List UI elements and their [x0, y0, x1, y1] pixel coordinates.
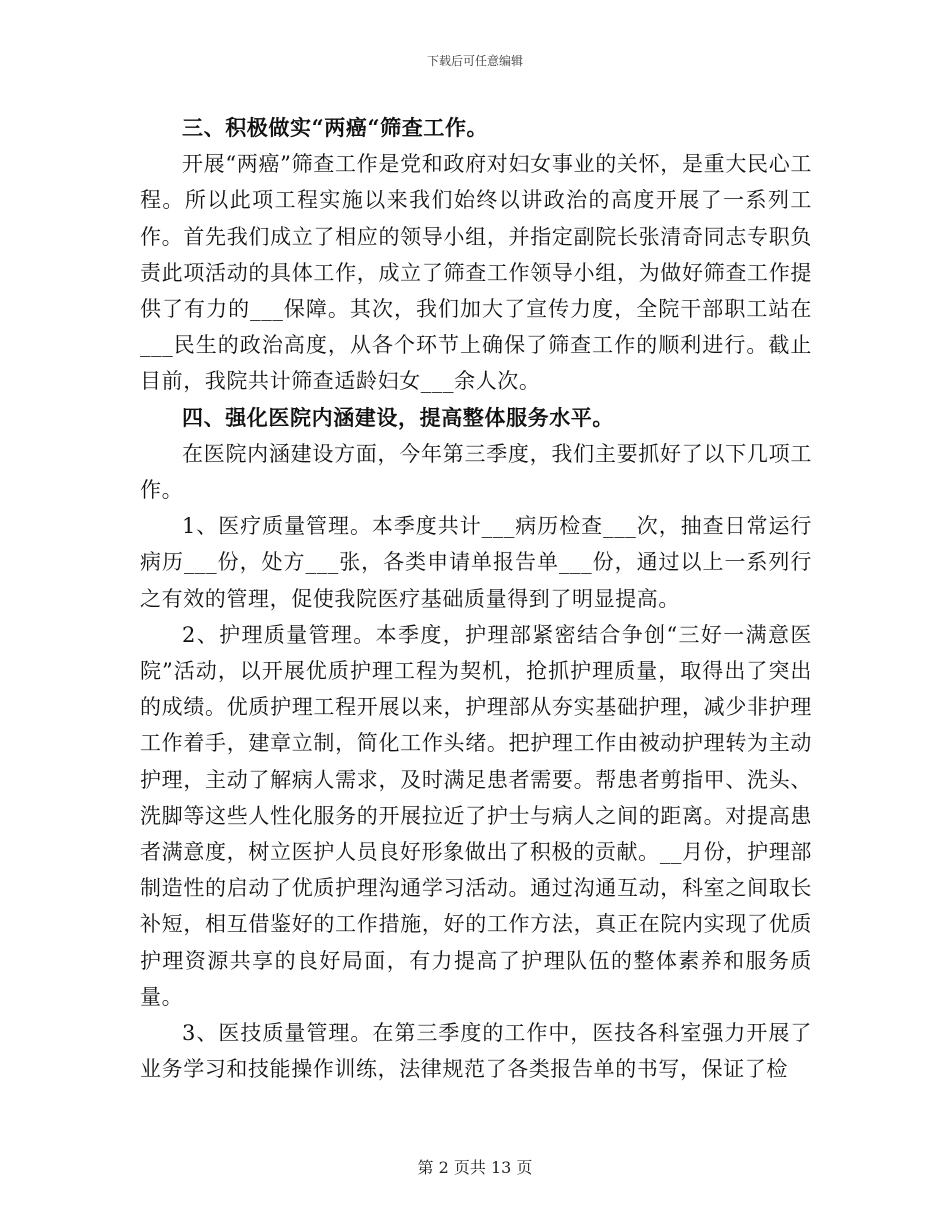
paragraph: 2、护理质量管理。本季度，护理部紧密结合争创“三好一满意医院”活动，以开展优质护理工程为契机，抢抓护理质量，取得出了突出的成绩。优质护理工程开展以来，护理部从夯实基础护理，减少非护理工作着手，建章立制，简化工作头绪。把护理工作由被动护理转为主动护理，主动了解病人需求，及时满足患者需要。帮患者剪指甲、洗头、洗脚等这些人性化服务的开展拉近了护士与病人之间的距离。对提高患者满意度，树立医护人员良好形象做出了积极的贡献。__月份，护理部制造性的启动了优质护理沟通学习活动。通过沟通互动，科室之间取长补短，相互借鉴好的工作措施，好的工作方法，真正在院内实现了优质护理资源共享的良好局面，有力提高了护理队伍的整体素养和服务质量。 [140, 622, 812, 1009]
paragraph: 1、医疗质量管理。本季度共计___病历检查___次，抽查日常运行病历___份，处方___张，各类申请单报告单___份，通过以上一系列行之有效的管理，促使我院医疗基础质量得到了明显提高。 [140, 514, 812, 611]
document-body [140, 110, 812, 1087]
page-footer: 第 2 页共 13 页 [417, 1158, 533, 1177]
section-heading: 四、强化医院内涵建设，提高整体服务水平。 [182, 404, 614, 430]
paragraph: 3、医技质量管理。在第三季度的工作中，医技各科室强力开展了业务学习和技能操作训练，法律规范了各类报告单的书写，保证了检 [140, 1021, 812, 1082]
paragraph: 在医院内涵建设方面，今年第三季度，我们主要抓好了以下几项工作。 [140, 441, 812, 503]
section-heading: 三、积极做实“两癌“筛查工作。 [182, 115, 489, 140]
page-header: 下载后可任意编辑 [426, 54, 523, 68]
paragraph: 开展“两癌”筛查工作是党和政府对妇女事业的关怀，是重大民心工程。所以此项工程实施以来我们始终以讲政治的高度开展了一系列工作。首先我们成立了相应的领导小组，并指定副院长张清奇同志专职负责此项活动的具体工作，成立了筛查工作领导小组，为做好筛查工作提供了有力的___保障。其次，我们加大了宣传力度，全院干部职工站在___民生的政治高度，从各个环节上确保了筛查工作的顺利进行。截止目前，我院共计筛查适龄妇女___余人次。 [140, 152, 812, 394]
